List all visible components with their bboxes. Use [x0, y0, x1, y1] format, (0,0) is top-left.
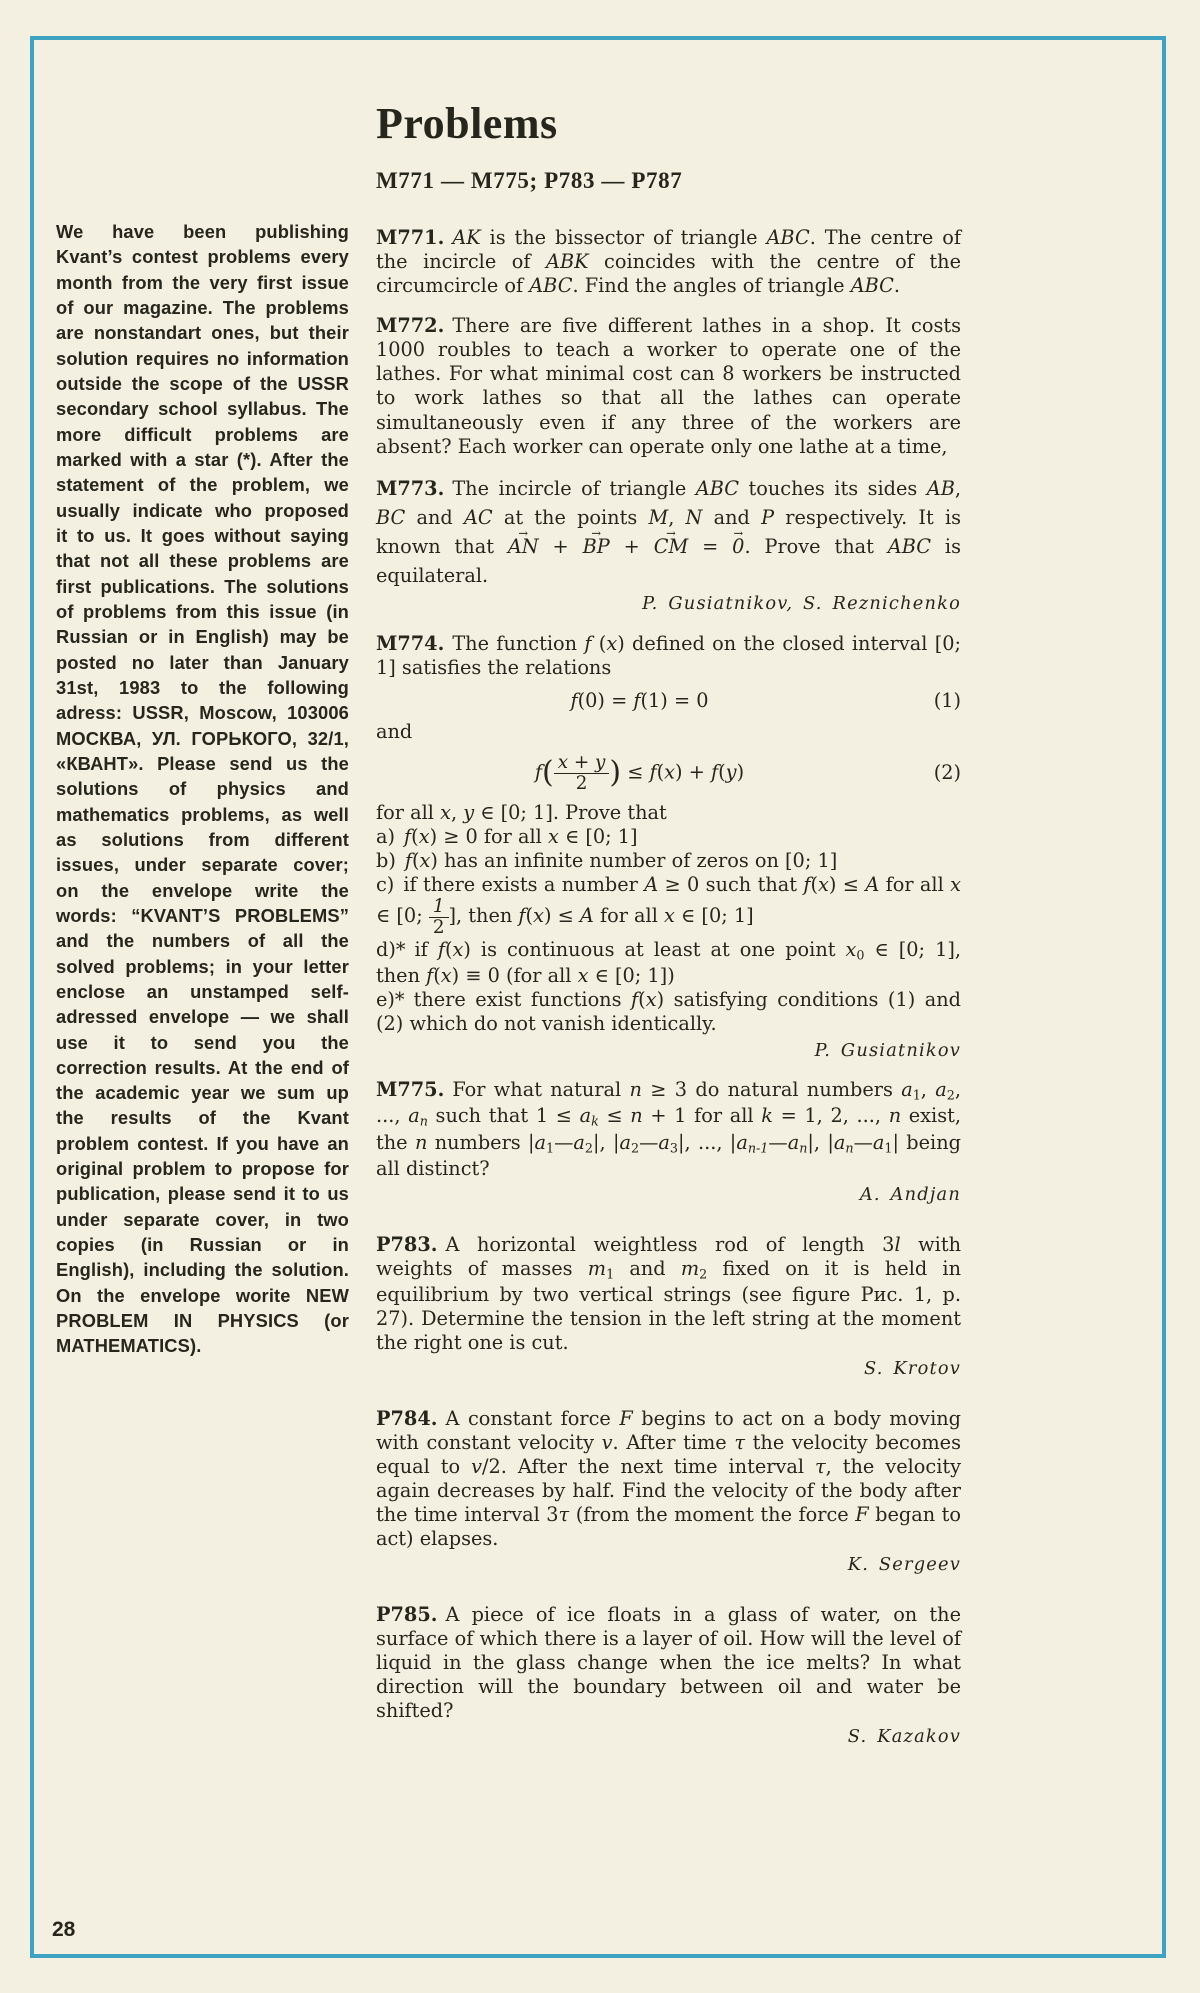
problem-author: P. Gusiatnikov	[814, 1039, 961, 1061]
intro-paragraph: We have been publishing Kvant’s contest problems every month from the very first issue of our magazine. The problems are nonstandart ones, but their solution requires no information outside the scope of the USSR secondary school syllabus. The more difficult problems are marked with a star (*). After the statement of the problem, we usually indicate who proposed it to us. It goes without saying that not all these problems are first publications. The solutions of problems from this issue (in Russian or in English) may be posted no later than January 31st, 1983 to the following adress: USSR, Moscow, 103006 МОСКВА, УЛ. ГОРЬКОГО, 32/1, «КВАНТ». Please send us the solutions of physics and mathematics problems, as well as solutions from different issues, under separate cover; on the envelope write the words: “KVANT’S PROBLEMS” and the numbers of all the solved problems; in your letter enclose an unstamped self-adressed envelope — we shall use it to send you the correction results. At the end of the academic year we sum up the results of the Kvant problem contest. If you have an original problem to propose for publication, please send it to us under separate cover, in two copies (in Russian or in English), including the solution. On the envelope worite NEW PROBLEM IN PHYSICS (or MATHEMATICS).	[56, 221, 349, 1357]
problem-id: P783.	[376, 1232, 438, 1256]
page-number: 28	[52, 1918, 76, 1941]
problem-text	[376, 475, 961, 591]
problem-body: For what natural n ≥ 3 do natural numbers a1, a2, ..., an such that 1 ≤ ak ≤ n + 1 for all k = 1, 2, ..., n exist, the n numbers |a1—a2|, |a2—a3|, ..., |an-1—an|, |an—a1| being all distinct?	[376, 1077, 961, 1181]
problem-m773	[376, 475, 961, 616]
item-body: if there exists a number A ≥ 0 such that f(x) ≤ A for all x ∈ [0; $\frac{1}{2}$ ], then f(x) ≤ A for all x ∈ [0; 1]	[376, 873, 962, 938]
problem-item-e	[376, 988, 961, 1036]
problem-author: K. Sergeev	[847, 1554, 961, 1576]
problem-item-b	[376, 849, 961, 873]
problem-text	[376, 1407, 961, 1552]
equation-2-number: (2)	[933, 761, 961, 785]
problem-range: M771 — M775; P783 — P787	[376, 168, 683, 193]
problem-id: P784.	[376, 1406, 438, 1430]
problem-p785	[376, 1603, 961, 1749]
problem-body: A constant force F begins to act on a body moving with constant velocity v. After time τ the velocity becomes equal to v/2. After the next time interval τ, the velocity again decreases by half. Find the velocity of the body after the time interval 3τ (from the moment the force F began to act) elapses.	[376, 1406, 962, 1551]
problem-id: M773.	[376, 476, 445, 500]
problem-body: The incircle of triangle ABC touches its sides AB, BC and AC at the points M, N and P respectively. It is known that AN → + BP → + CM → = 0 →. Prove that ABC is equilateral.	[376, 477, 961, 587]
item-body: there exist functions f(x) satisfying conditions (1) and (2) which do not vanish identically.	[376, 988, 962, 1036]
problem-m771	[376, 226, 961, 298]
equation-2-body: f( $\frac{x + y}{2}$ ) ≤ f(x) + f(y)	[534, 752, 745, 794]
problem-id: M771.	[376, 225, 445, 249]
item-label: c)	[376, 873, 395, 897]
item-body: f(x) ≥ 0 for all x ∈ [0; 1]	[404, 824, 638, 848]
problem-item-d	[376, 938, 961, 989]
problem-id: M775.	[376, 1077, 445, 1101]
problem-text	[376, 226, 961, 298]
problem-id: M774.	[376, 631, 445, 655]
problem-author: S. Kazakov	[847, 1726, 961, 1748]
problem-m775	[376, 1078, 961, 1207]
equation-1	[376, 689, 961, 713]
problem-item-a	[376, 825, 961, 849]
problem-body: The function f (x) defined on the closed interval [0; 1] satisfies the relations	[376, 631, 961, 679]
problem-id: P785.	[376, 1602, 438, 1626]
problems-column	[376, 96, 961, 1764]
problem-author: S. Krotov	[863, 1358, 961, 1380]
item-label: b)	[376, 848, 396, 872]
problem-id: M772.	[376, 314, 445, 338]
problem-p784	[376, 1407, 961, 1577]
problem-text-after-equations: for all x, y ∈ [0; 1]. Prove that	[376, 800, 667, 824]
problem-text	[376, 1233, 961, 1356]
problem-body: There are five different lathes in a shop. It costs 1000 roubles to teach a worker to operate one of the lathes. For what minimal cost can 8 workers be instructed to work lathes so that all the lathes can operate simultaneously even if any three of the workers are absent? Each worker can operate only one lathe at a time,	[376, 314, 961, 458]
problem-m772	[376, 314, 961, 459]
item-label: e)*	[376, 988, 405, 1012]
intro-column	[56, 219, 349, 1359]
item-body: f(x) has an infinite number of zeros on [0; 1]	[404, 848, 838, 872]
equation-1-body: f(0) = f(1) = 0	[570, 688, 709, 712]
problem-body: A horizontal weightless rod of length 3l with weights of masses m1 and m2 fixed on it is held in equilibrium by two vertical strings (see figure Рис. 1, p. 27). Determine the tension in the left string at the moment the right one is cut.	[376, 1232, 962, 1355]
problem-item-c	[376, 873, 961, 938]
problem-text	[376, 314, 961, 459]
problem-body: A piece of ice floats in a glass of water, on the surface of which there is a layer of oil. How will the level of liquid in the glass change when the ice melts? In what direction will the boundary between oil and water be shifted?	[376, 1602, 961, 1722]
equation-connector: and	[376, 720, 413, 744]
item-body: if f(x) is continuous at least at one point x0 ∈ [0; 1], then f(x) ≡ 0 (for all x ∈ [0; 1])	[376, 937, 961, 988]
problem-text	[376, 1078, 961, 1182]
item-label: a)	[376, 824, 396, 848]
item-label: d)*	[376, 937, 406, 961]
problem-text	[376, 1603, 961, 1724]
page-title: Problems	[376, 99, 558, 148]
equation-1-number: (1)	[933, 688, 961, 712]
problem-author: P. Gusiatnikov, S. Reznichenko	[642, 593, 961, 615]
problem-text	[376, 632, 961, 680]
equation-2	[376, 753, 961, 794]
problem-author: A. Andjan	[859, 1184, 961, 1206]
problem-body: AK is the bissector of triangle ABC. The centre of the incircle of ABK coincides with the centre of the circumcircle of ABC. Find the angles of triangle ABC.	[376, 225, 961, 297]
problem-p783	[376, 1233, 961, 1381]
problem-m774	[376, 632, 961, 1062]
